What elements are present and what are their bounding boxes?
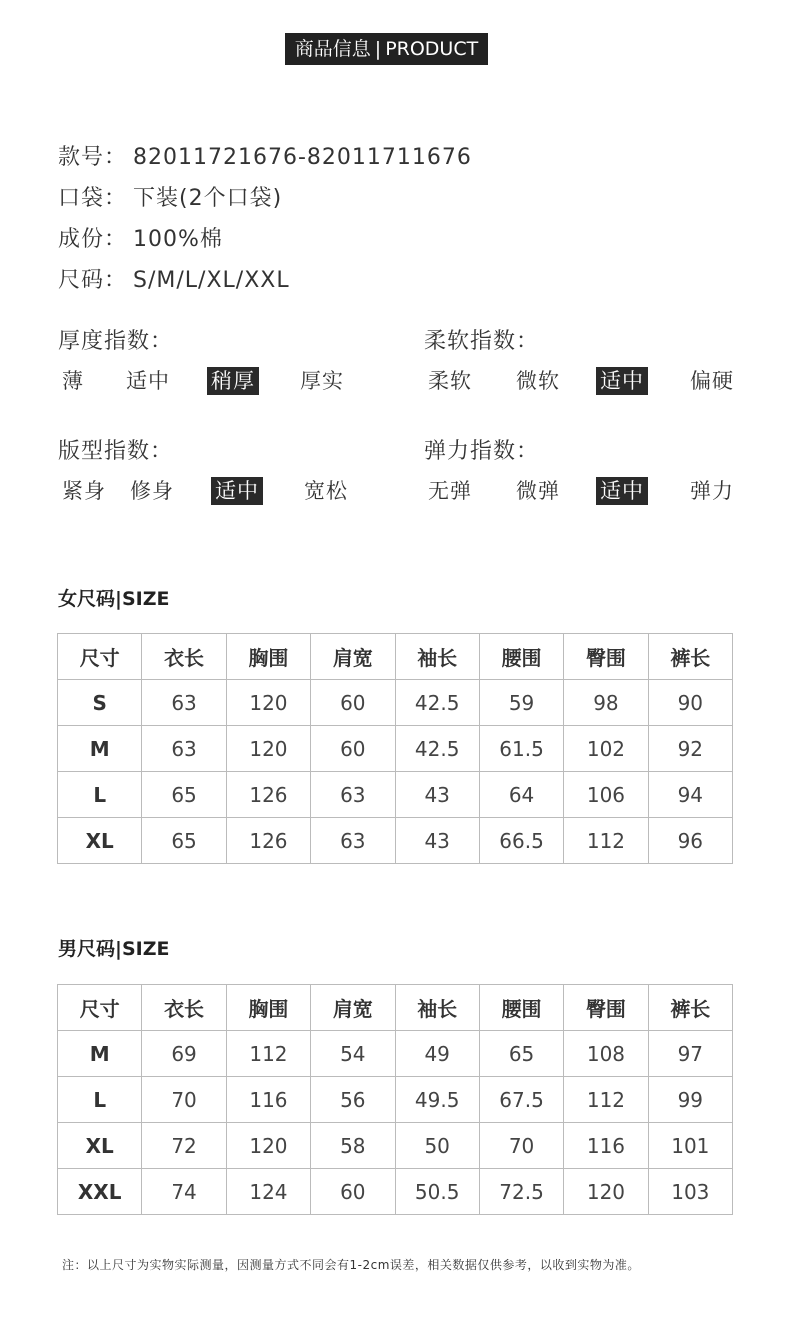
table-cell: 96	[648, 818, 732, 864]
softness-option: 偏硬	[690, 369, 734, 393]
table-row	[58, 1123, 733, 1169]
table-cell: 74	[142, 1169, 226, 1215]
table-cell: 116	[564, 1123, 648, 1169]
table-cell: 63	[142, 680, 226, 726]
fit-index-title: 版型指数：	[58, 439, 174, 464]
table-cell: 97	[648, 1031, 732, 1077]
size-cell: M	[58, 726, 142, 772]
table-row	[58, 772, 733, 818]
men-size-title: 男尺码|SIZE	[58, 938, 170, 960]
info-value: 82011721676-82011711676	[133, 145, 472, 170]
size-cell: XL	[58, 1123, 142, 1169]
measurement-note: 注：以上尺寸为实物实际测量，因测量方式不同会有1-2cm误差，相关数据仅供参考，以收到实物为准。	[62, 1258, 640, 1272]
table-cell: 126	[226, 772, 310, 818]
badge-en-label: PRODUCT	[385, 38, 479, 60]
table-cell: 108	[564, 1031, 648, 1077]
table-cell: 99	[648, 1077, 732, 1123]
info-value: 100%棉	[133, 227, 223, 252]
table-cell: 106	[564, 772, 648, 818]
info-value: S/M/L/XL/XXL	[133, 268, 290, 293]
table-cell: 60	[311, 680, 395, 726]
size-cell: L	[58, 1077, 142, 1123]
table-row	[58, 1031, 733, 1077]
table-cell: 102	[564, 726, 648, 772]
col-header: 腰围	[479, 634, 563, 680]
badge-separator: |	[374, 38, 382, 60]
table-cell: 70	[142, 1077, 226, 1123]
table-cell: 58	[311, 1123, 395, 1169]
fit-option: 宽松	[304, 479, 348, 503]
table-cell: 63	[311, 818, 395, 864]
product-info-badge	[285, 33, 488, 65]
table-row	[58, 818, 733, 864]
col-header: 裤长	[648, 634, 732, 680]
col-header: 裤长	[648, 985, 732, 1031]
table-cell: 120	[226, 1123, 310, 1169]
women-size-table	[57, 633, 733, 864]
info-material	[58, 222, 223, 253]
table-cell: 90	[648, 680, 732, 726]
thickness-option: 厚实	[300, 369, 344, 393]
fit-option: 修身	[130, 479, 174, 503]
table-header-row	[58, 634, 733, 680]
table-cell: 63	[142, 726, 226, 772]
col-header: 臀围	[564, 985, 648, 1031]
thickness-option: 适中	[126, 369, 170, 393]
table-cell: 60	[311, 726, 395, 772]
table-cell: 65	[479, 1031, 563, 1077]
info-label: 口袋：	[58, 186, 128, 211]
elasticity-option: 弹力	[690, 479, 734, 503]
col-header: 衣长	[142, 634, 226, 680]
table-cell: 64	[479, 772, 563, 818]
table-cell: 69	[142, 1031, 226, 1077]
fit-option-selected: 适中	[211, 477, 263, 505]
col-header: 臀围	[564, 634, 648, 680]
table-cell: 103	[648, 1169, 732, 1215]
col-header: 尺寸	[58, 985, 142, 1031]
info-value: 下装(2个口袋)	[133, 186, 283, 211]
col-header: 衣长	[142, 985, 226, 1031]
softness-option: 微软	[516, 369, 560, 393]
info-sizes	[58, 263, 290, 294]
col-header: 肩宽	[311, 985, 395, 1031]
table-cell: 112	[226, 1031, 310, 1077]
table-cell: 92	[648, 726, 732, 772]
table-row	[58, 726, 733, 772]
table-cell: 120	[226, 726, 310, 772]
table-cell: 63	[311, 772, 395, 818]
table-cell: 42.5	[395, 680, 479, 726]
size-cell: L	[58, 772, 142, 818]
softness-index-title: 柔软指数：	[424, 329, 540, 354]
table-cell: 42.5	[395, 726, 479, 772]
info-label: 尺码：	[58, 268, 128, 293]
table-row	[58, 1077, 733, 1123]
men-size-table	[57, 984, 733, 1215]
info-label: 成份：	[58, 227, 128, 252]
table-cell: 43	[395, 772, 479, 818]
table-cell: 72.5	[479, 1169, 563, 1215]
table-cell: 116	[226, 1077, 310, 1123]
col-header: 胸围	[226, 985, 310, 1031]
table-cell: 65	[142, 772, 226, 818]
fit-option: 紧身	[62, 479, 106, 503]
softness-option: 柔软	[428, 369, 472, 393]
table-cell: 101	[648, 1123, 732, 1169]
table-cell: 59	[479, 680, 563, 726]
col-header: 袖长	[395, 634, 479, 680]
table-cell: 61.5	[479, 726, 563, 772]
thickness-index-title: 厚度指数：	[58, 329, 174, 354]
thickness-option: 薄	[62, 369, 84, 393]
table-cell: 56	[311, 1077, 395, 1123]
table-cell: 94	[648, 772, 732, 818]
table-header-row	[58, 985, 733, 1031]
elasticity-option: 无弹	[428, 479, 472, 503]
table-cell: 67.5	[479, 1077, 563, 1123]
table-cell: 54	[311, 1031, 395, 1077]
table-cell: 98	[564, 680, 648, 726]
table-cell: 49	[395, 1031, 479, 1077]
col-header: 肩宽	[311, 634, 395, 680]
table-cell: 50.5	[395, 1169, 479, 1215]
women-size-title: 女尺码|SIZE	[58, 588, 170, 610]
size-cell: M	[58, 1031, 142, 1077]
table-cell: 72	[142, 1123, 226, 1169]
table-cell: 124	[226, 1169, 310, 1215]
table-cell: 65	[142, 818, 226, 864]
col-header: 腰围	[479, 985, 563, 1031]
size-cell: XL	[58, 818, 142, 864]
col-header: 胸围	[226, 634, 310, 680]
thickness-option-selected: 稍厚	[207, 367, 259, 395]
table-cell: 43	[395, 818, 479, 864]
elasticity-option-selected: 适中	[596, 477, 648, 505]
table-cell: 120	[564, 1169, 648, 1215]
info-pocket	[58, 181, 282, 212]
table-cell: 126	[226, 818, 310, 864]
info-style-number	[58, 140, 472, 171]
table-row	[58, 1169, 733, 1215]
table-cell: 50	[395, 1123, 479, 1169]
elasticity-option: 微弹	[516, 479, 560, 503]
badge-cn-label: 商品信息	[294, 38, 371, 60]
table-row	[58, 680, 733, 726]
table-cell: 70	[479, 1123, 563, 1169]
softness-option-selected: 适中	[596, 367, 648, 395]
table-cell: 112	[564, 818, 648, 864]
col-header: 尺寸	[58, 634, 142, 680]
table-cell: 120	[226, 680, 310, 726]
size-cell: XXL	[58, 1169, 142, 1215]
table-cell: 112	[564, 1077, 648, 1123]
elasticity-index-title: 弹力指数：	[424, 439, 540, 464]
size-cell: S	[58, 680, 142, 726]
col-header: 袖长	[395, 985, 479, 1031]
table-cell: 60	[311, 1169, 395, 1215]
info-label: 款号：	[58, 145, 128, 170]
table-cell: 49.5	[395, 1077, 479, 1123]
table-cell: 66.5	[479, 818, 563, 864]
